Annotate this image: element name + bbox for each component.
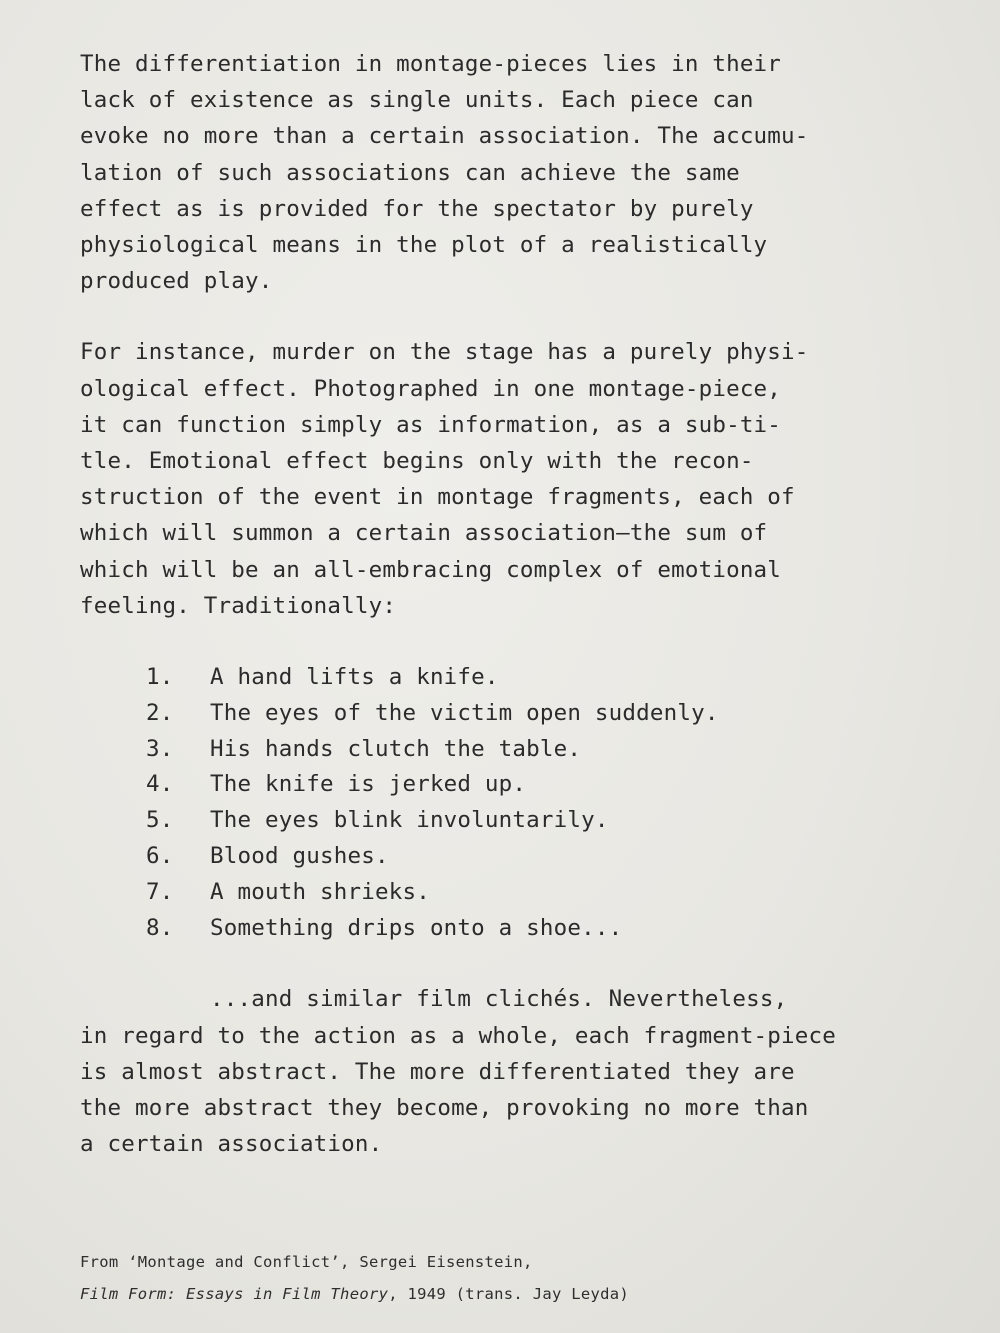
list-text: Something drips onto a shoe... [210, 914, 623, 941]
text-line: is almost abstract. The more differentiated they are [80, 1058, 795, 1085]
text-line: a certain association. [80, 1131, 383, 1158]
text-line: lation of such associations can achieve the same [80, 159, 740, 186]
text-line: the more abstract they become, provoking no more than [80, 1095, 809, 1122]
list-item [80, 911, 940, 947]
list-number: 4. [146, 771, 174, 798]
citation-year-translator: , 1949 (trans. Jay Leyda) [388, 1285, 630, 1303]
list-number: 5. [146, 807, 174, 834]
text-line: effect as is provided for the spectator by purely [80, 195, 754, 222]
list-item [80, 875, 940, 911]
list-text: A hand lifts a knife. [210, 664, 499, 691]
document-page [80, 46, 940, 1162]
list-number: 6. [146, 843, 174, 870]
list-item [80, 660, 940, 696]
list-text: Blood gushes. [210, 843, 389, 870]
list-item [80, 803, 940, 839]
list-number: 8. [146, 914, 174, 941]
list-item [80, 839, 940, 875]
citation-line-1: From ‘Montage and Conflict’, Sergei Eisenstein, [80, 1253, 533, 1271]
text-line: evoke no more than a certain association. The accumu- [80, 123, 809, 150]
list-number: 7. [146, 878, 174, 905]
list-number: 1. [146, 664, 174, 691]
list-text: The eyes of the victim open suddenly. [210, 699, 719, 726]
text-line: ological effect. Photographed in one montage-piece, [80, 375, 782, 402]
text-line: ...and similar film clichés. Nevertheless, [210, 986, 788, 1013]
list-text: A mouth shrieks. [210, 878, 430, 905]
text-line: in regard to the action as a whole, each fragment-piece [80, 1022, 837, 1049]
text-line: which will summon a certain association—the sum of [80, 520, 768, 547]
text-line: tle. Emotional effect begins only with the recon- [80, 448, 754, 475]
list-text: The knife is jerked up. [210, 771, 527, 798]
text-line: produced play. [80, 268, 273, 295]
text-line: For instance, murder on the stage has a purely physi- [80, 339, 809, 366]
text-line: which will be an all-embracing complex of emotional [80, 556, 782, 583]
list-text: His hands clutch the table. [210, 735, 582, 762]
paragraph-murder-example [80, 334, 940, 624]
paragraph-film-cliches [80, 981, 940, 1162]
list-number: 3. [146, 735, 174, 762]
montage-sequence-list [80, 660, 940, 946]
text-line: physiological means in the plot of a realistically [80, 232, 768, 259]
text-line: it can function simply as information, as a sub-ti- [80, 411, 782, 438]
book-title: Film Form: Essays in Film Theory [80, 1285, 389, 1303]
text-line: The differentiation in montage-pieces lies in their [80, 51, 782, 77]
list-item [80, 732, 940, 768]
list-text: The eyes blink involuntarily. [210, 807, 609, 834]
source-citation [80, 1246, 629, 1310]
citation-line-2 [80, 1278, 629, 1310]
text-line: struction of the event in montage fragments, each of [80, 484, 795, 511]
list-item [80, 767, 940, 803]
paragraph-differentiation [80, 46, 940, 299]
list-item [80, 696, 940, 732]
list-number: 2. [146, 699, 174, 726]
text-line: feeling. Traditionally: [80, 592, 397, 619]
text-line: lack of existence as single units. Each piece can [80, 87, 754, 114]
